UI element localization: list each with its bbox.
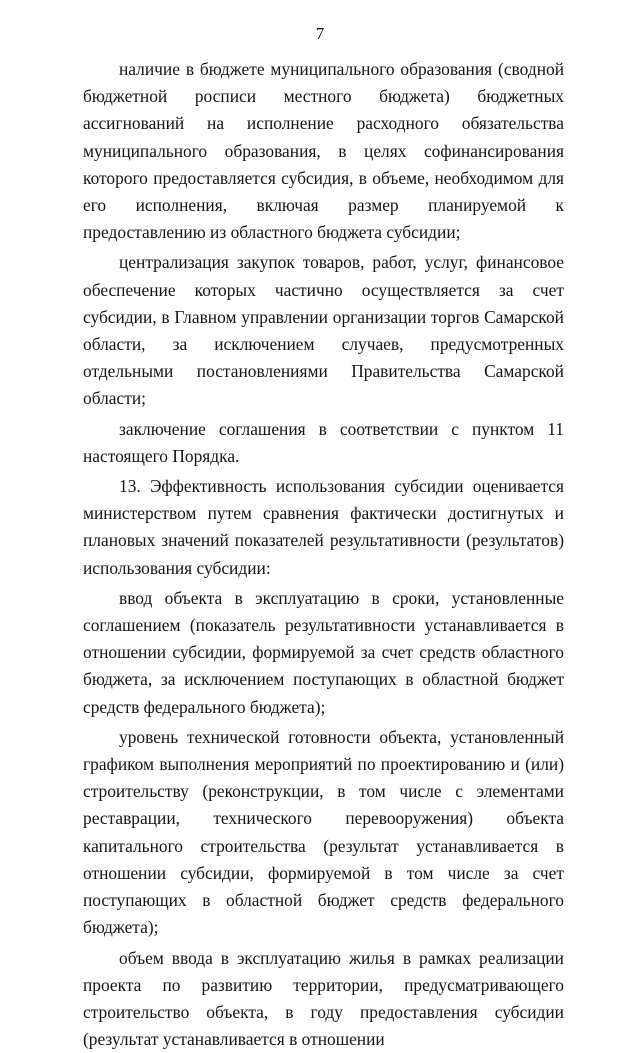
paragraph-commissioning-deadline: ввод объекта в эксплуатацию в сроки, установленные соглашением (показатель результативности устанавливается в отношении субсидии, формируемой за счет средств областного бюджета, за исключением поступающих в областной бюджет средств федерального бюджета); [83, 585, 564, 721]
page-number: 7 [0, 24, 640, 44]
paragraph-agreement-conclusion: заключение соглашения в соответствии с пунктом 11 настоящего Порядка. [83, 416, 564, 470]
paragraph-technical-readiness: уровень технической готовности объекта, установленный графиком выполнения мероприятий по проектированию и (или) строительству (реконструкции, в том числе с элементами реставрации, технического перевооружения) объекта капитального строительства (результат устанавливается в отношении субсидии, формируемой в том числе за счет поступающих в областной бюджет средств федерального бюджета); [83, 724, 564, 942]
document-body [83, 56, 564, 1053]
paragraph-housing-commissioning: объем ввода в эксплуатацию жилья в рамках реализации проекта по развитию территории, предусматривающего строительство объекта, в году предоставления субсидии (результат устанавливается в отношении [83, 945, 564, 1053]
paragraph-budget-availability: наличие в бюджете муниципального образования (сводной бюджетной росписи местного бюджета) бюджетных ассигнований на исполнение расходного обязательства муниципального образования, в целях софинансирования которого предоставляется субсидия, в объеме, необходимом для его исполнения, включая размер планируемой к предоставлению из областного бюджета субсидии; [83, 56, 564, 246]
paragraph-section-13-efficiency: 13. Эффективность использования субсидии оценивается министерством путем сравнения фактически достигнутых и плановых значений показателей результативности (результатов) использования субсидии: [83, 473, 564, 582]
paragraph-procurement-centralization: централизация закупок товаров, работ, услуг, финансовое обеспечение которых частично осуществляется за счет субсидии, в Главном управлении организации торгов Самарской области, за исключением случаев, предусмотренных отдельными постановлениями Правительства Самарской области; [83, 249, 564, 412]
